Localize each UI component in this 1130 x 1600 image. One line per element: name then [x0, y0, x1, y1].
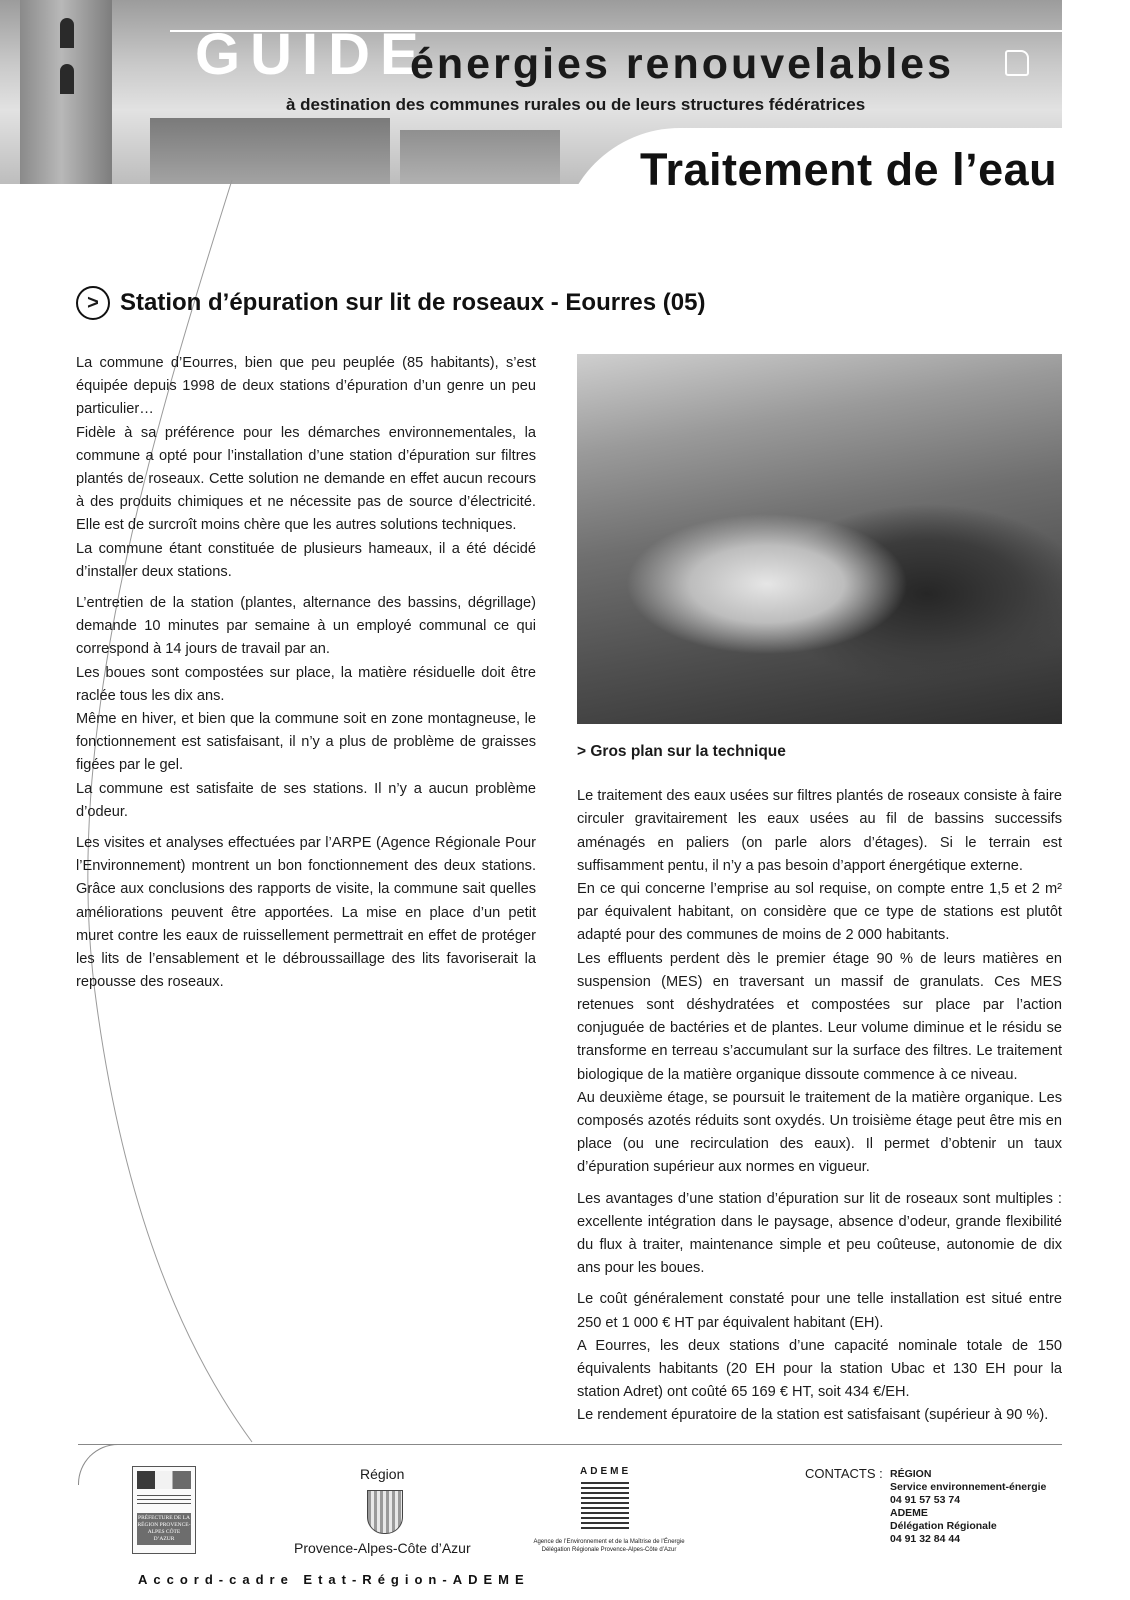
- document-icon: [1005, 50, 1029, 76]
- paragraph: A Eourres, les deux stations d’une capacité nominale totale de 150 équivalents habitants (20 EH pour la station Ubac et 130 EH pour la station Adret) ont coûté 65 169 € HT, soit 434 €/EH.: [577, 1337, 1062, 1401]
- paragraph: Le rendement épuratoire de la station est satisfaisant (supérieur à 90 %).: [577, 1407, 1049, 1424]
- accord-cadre: Accord-cadre Etat-Région-ADEME: [138, 1572, 530, 1587]
- contact-ademe-service: Délégation Régionale: [890, 1520, 997, 1532]
- page-title: Traitement de l’eau: [640, 144, 1058, 195]
- footer-rule: [78, 1444, 1062, 1445]
- paragraph: Fidèle à sa préférence pour les démarches environnementales, la commune a opté pour l’installation d’une station d’épuration sur filtres plantés de roseaux. Cette solution ne demande en effet aucun recours à des produits chimiques et ne nécessite pas de source d’électricité. Elle est de surcroît moins chère que les autres solutions techniques.: [76, 424, 536, 534]
- left-column: [76, 352, 536, 994]
- paragraph: Les visites et analyses effectuées par l’ARPE (Agence Régionale Pour l’Environnement) montrent un bon fonctionnement des deux stations. Grâce aux conclusions des rapports de visite, la commune sait quelles améliorations peuvent être apportées. La mise en place d’un petit muret contre les eaux de ruissellement permettrait en effet de protéger les lits de l’ensablement et le débroussaillage des lits favoriserait la repousse des roseaux.: [76, 835, 536, 991]
- section-heading: [76, 286, 705, 320]
- subheading: > Gros plan sur la technique: [577, 743, 786, 760]
- ademe-globe-icon: [581, 1482, 629, 1530]
- contact-ademe-phone: 04 91 32 84 44: [890, 1533, 961, 1545]
- region-name: Provence-Alpes-Côte d’Azur: [294, 1540, 471, 1556]
- paragraph: Même en hiver, et bien que la commune soit en zone montagneuse, le fonctionnement est satisfaisant, il n’y a plus de problème de graisses figées par le gel.: [76, 711, 536, 774]
- paragraph: La commune étant constituée de plusieurs hameaux, il a été décidé d’installer deux stations.: [76, 540, 536, 580]
- section-title: Station d’épuration sur lit de roseaux - Eourres (05): [120, 289, 706, 316]
- tagline: à destination des communes rurales ou de leurs structures fédératrices: [286, 95, 866, 114]
- prefecture-logo: [132, 1466, 196, 1554]
- contact-region-title: RÉGION: [890, 1468, 932, 1480]
- right-column: [577, 740, 1062, 1428]
- paragraph: Les effluents perdent dès le premier étage 90 % de leurs matières en suspension (MES) en traversant un massif de granulats. Ces MES retenues sont déshydratées et compostées sur place par l’action conjuguée de bactéries et de plantes. Leur volume diminue et le résidu se transforme en terreau s’accumulant sur la surface des filtres. Le traitement biologique de la matière organique dissoute commence à ce niveau.: [577, 950, 1062, 1083]
- village-house: [150, 118, 390, 184]
- paragraph: Les avantages d’une station d’épuration sur lit de roseaux sont multiples : excellente intégration dans le paysage, absence d’odeur, grande flexibilité du flux à traiter, maintenance simple et peu coûteuse, autonomie de dix ans pour les boues.: [577, 1190, 1062, 1277]
- paragraph: Au deuxième étage, se poursuit le traitement de la matière organique. Les composés azotés réduits sont oxydés. Un troisième étage peut être mis en place (ou une recirculation des eaux). Il permet d’obtenir un taux d’épuration supérieur aux normes en vigueur.: [577, 1089, 1062, 1176]
- tower-window: [60, 64, 74, 94]
- paragraph: L’entretien de la station (plantes, alternance des bassins, dégrillage) demande 10 minutes par semaine à un employé communal ce qui correspond à 14 jours de travail par an.: [76, 595, 536, 658]
- region-shield-icon: [367, 1490, 403, 1534]
- contact-region-phone: 04 91 57 53 74: [890, 1494, 961, 1506]
- paragraph: La commune d’Eourres, bien que peu peuplée (85 habitants), s’est équipée depuis 1998 de deux stations d’épuration d’un genre un peu particulier…: [76, 355, 536, 418]
- paragraph: La commune est satisfaite de ses stations. Il n’y a aucun problème d’odeur.: [76, 780, 536, 820]
- contacts-label: CONTACTS :: [805, 1466, 883, 1481]
- arrow-right-icon: >: [76, 286, 110, 320]
- paragraph: Le coût généralement constaté pour une telle installation est situé entre 250 et 1 000 € HT par équivalent habitant (EH).: [577, 1291, 1062, 1331]
- tower-window: [60, 18, 74, 48]
- prefecture-text: PRÉFECTURE DE LA RÉGION PROVENCE-ALPES CÔTE D’AZUR: [137, 1513, 191, 1545]
- ademe-description: Agence de l’Environnement et de la Maîtrise de l’Énergie Délégation Régionale Provence-Alpes-Côte d’Azur: [533, 1539, 685, 1553]
- flag-icon: [137, 1471, 191, 1489]
- paragraph: Le traitement des eaux usées sur filtres plantés de roseaux consiste à faire circuler gravitairement les eaux usées au fil de bassins successifs aménagés en paliers (on parle alors d’étages). Si le terrain est suffisamment pentu, il n’y a pas besoin d’apport énergétique externe.: [577, 788, 1062, 874]
- village-photo: [577, 354, 1062, 724]
- ademe-label: ADEME: [580, 1466, 632, 1477]
- contact-ademe-title: ADEME: [890, 1507, 928, 1519]
- paragraph: En ce qui concerne l’emprise au sol requise, on compte entre 1,5 et 2 m² par équivalent habitant, on considère que ce type de stations est plutôt adapté pour des communes de moins de 2 000 habitants.: [577, 881, 1062, 944]
- village-house: [400, 130, 560, 184]
- paragraph: Les boues sont compostées sur place, la matière résiduelle doit être raclée tous les dix ans.: [76, 664, 536, 704]
- region-label: Région: [360, 1466, 405, 1482]
- contact-region-service: Service environnement-énergie: [890, 1481, 1047, 1493]
- guide-word: GUIDE: [195, 22, 429, 87]
- contacts-list: [890, 1468, 1046, 1546]
- guide-title: énergies renouvelables: [410, 40, 954, 88]
- bell-tower: [20, 0, 112, 184]
